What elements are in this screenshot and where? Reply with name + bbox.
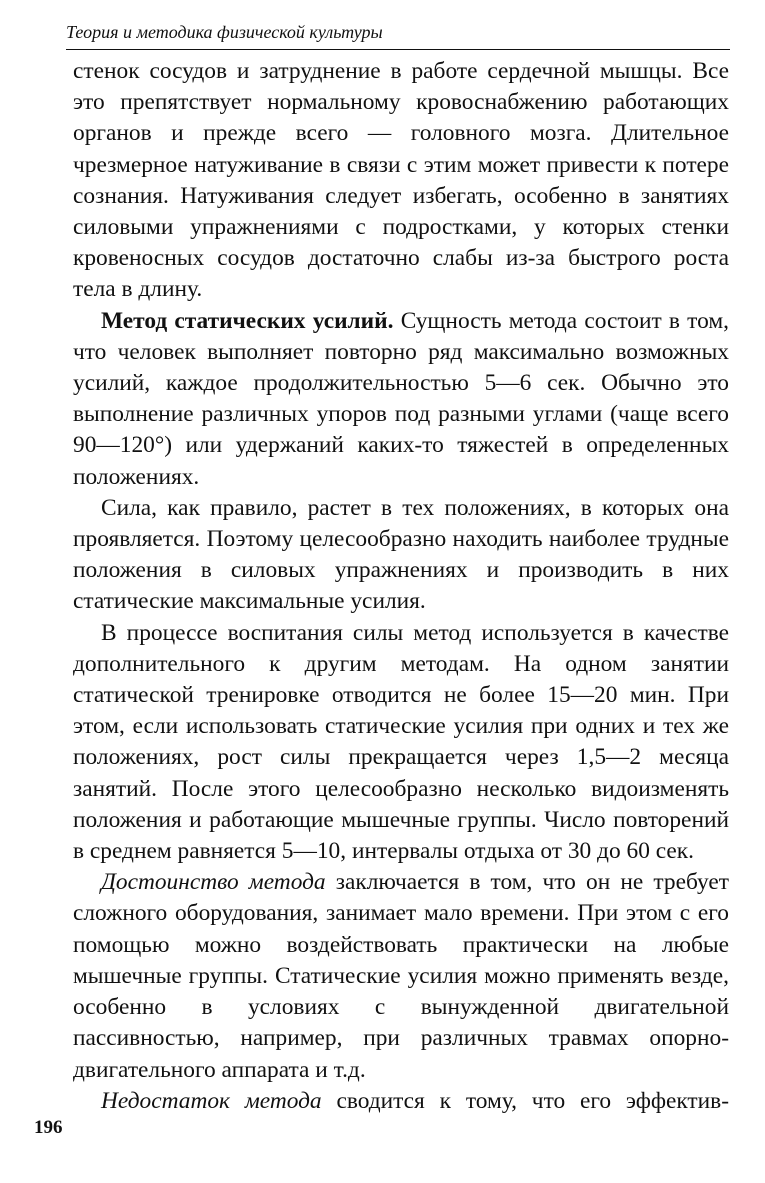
- paragraph-5-text: заключается в том, что он не требует сложного оборудования, занимает мало времени. При этом с его помощью можно воздействовать практически на любые мышечные группы. Статические усилия можно применять везде, особенно в условиях с вынужденной двигательной пассивностью, например, при различных травмах опорно-двигательного аппарата и т.д.: [73, 869, 729, 1083]
- paragraph-4: [73, 618, 729, 868]
- paragraph-6: [73, 1086, 729, 1117]
- paragraph-2-lead: Метод статических усилий.: [101, 307, 394, 334]
- paragraph-6-lead: Недостаток метода: [101, 1087, 322, 1114]
- body-text: [73, 56, 729, 1117]
- paragraph-3-text: Сила, как правило, растет в тех положениях, в которых она проявляется. Поэтому целесообразно находить наиболее трудные положения в силовых упражнениях и производить в них статические максимальные усилия.: [73, 494, 729, 615]
- page-number: 196: [34, 1117, 63, 1138]
- paragraph-3: [73, 493, 729, 618]
- paragraph-1: [73, 56, 729, 306]
- header-divider: [66, 49, 730, 50]
- running-header: Теория и методика физической культуры: [66, 22, 383, 42]
- paragraph-5-lead: Достоинство метода: [101, 869, 326, 896]
- paragraph-2-text: Сущность метода состоит в том, что человек выполняет повторно ряд максимально возможных усилий, каждое продолжительностью 5—6 сек. Обычно это выполнение различных упоров под разными углами (чаще всего 90—120°) или удержаний каких-то тяжестей в определенных положениях.: [73, 307, 729, 490]
- paragraph-5: [73, 867, 729, 1085]
- paragraph-2: [73, 306, 729, 493]
- paragraph-4-text: В процессе воспитания силы метод используется в качестве дополнительного к другим методам. На одном занятии статической тренировке отводится не более 15—20 мин. При этом, если использовать статические усилия при одних и тех же положениях, рост силы прекращается через 1,5—2 месяца занятий. После этого целесообразно несколько видоизменять положения и работающие мышечные группы. Число повторений в среднем равняется 5—10, интервалы отдыха от 30 до 60 сек.: [73, 619, 729, 865]
- paragraph-6-text: сводится к тому, что его эффектив-: [321, 1087, 729, 1114]
- paragraph-1-text: стенок сосудов и затруднение в работе сердечной мышцы. Все это препятствует нормальному кровоснабжению работающих органов и прежде всего — головного мозга. Длительное чрезмерное натуживание в связи с этим может привести к потере сознания. Натуживания следует избегать, особенно в занятиях силовыми упражнениями с подростками, у которых стенки кровеносных сосудов достаточно слабы из-за быстрого роста тела в длину.: [73, 58, 729, 303]
